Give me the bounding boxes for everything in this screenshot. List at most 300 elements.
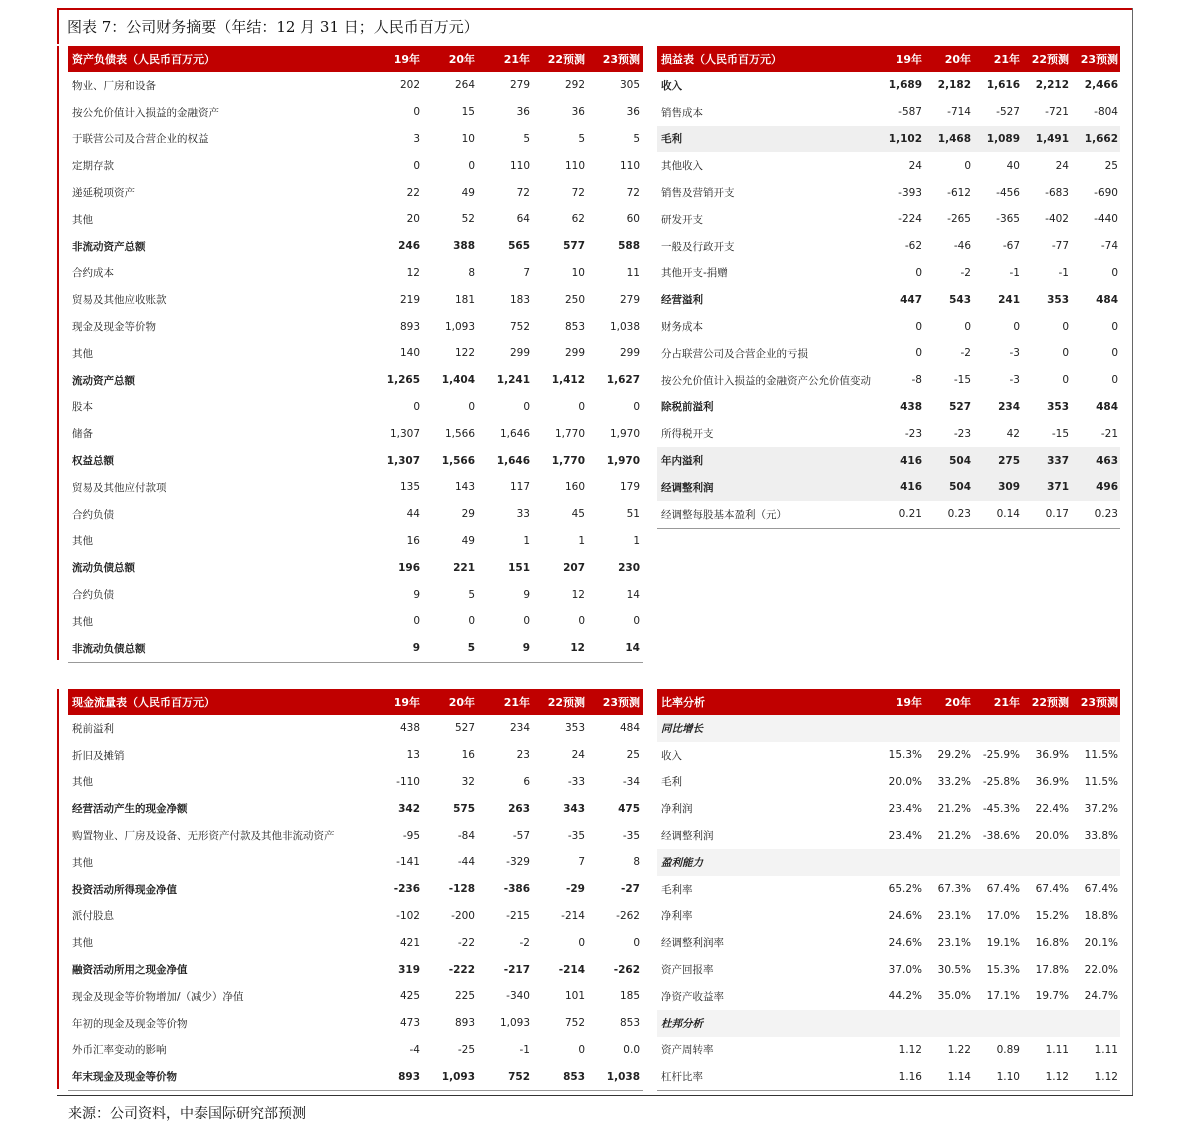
value-cell: -35 <box>567 829 585 842</box>
row-label: 非流动资产总额 <box>72 240 146 253</box>
value-cell: 527 <box>454 722 475 735</box>
value-cell: 1,404 <box>441 374 475 387</box>
value-cell: 527 <box>949 400 971 413</box>
row-label: 按公允价值计入损益的金融资产公允价值变动 <box>661 374 871 387</box>
year-header-4: 23预测 <box>1080 696 1118 709</box>
value-cell: 25 <box>1104 159 1118 172</box>
value-cell: 17.8% <box>1035 963 1069 976</box>
value-cell: -45.3% <box>982 802 1020 815</box>
year-header-3: 22预测 <box>547 53 585 66</box>
value-cell: 353 <box>1047 293 1069 306</box>
table-header-title: 损益表（人民币百万元） <box>661 53 782 66</box>
value-cell: 5 <box>467 642 475 655</box>
value-cell: 67.4% <box>986 883 1020 896</box>
value-cell: 110 <box>564 159 585 172</box>
row-label: 其他 <box>72 615 93 628</box>
table-row <box>657 742 1120 769</box>
table-row <box>657 876 1120 903</box>
value-cell: -25.9% <box>982 749 1020 762</box>
value-cell: 0.17 <box>1045 508 1069 521</box>
value-cell: -1 <box>1009 266 1020 279</box>
year-header-4: 23预测 <box>602 696 640 709</box>
value-cell: 20.0% <box>1035 829 1069 842</box>
year-header-3: 22预测 <box>1031 696 1069 709</box>
value-cell: 15.2% <box>1035 909 1069 922</box>
value-cell: 543 <box>949 293 971 306</box>
row-label: 其他 <box>72 213 93 226</box>
row-label: 流动负债总额 <box>72 562 135 575</box>
row-label: 外币汇率变动的影响 <box>72 1044 167 1057</box>
value-cell: 64 <box>516 213 530 226</box>
value-cell: 1,038 <box>606 1070 640 1083</box>
value-cell: 23 <box>516 749 530 762</box>
value-cell: 893 <box>398 1070 420 1083</box>
value-cell: 275 <box>998 454 1020 467</box>
row-label: 非流动负债总额 <box>72 642 146 655</box>
value-cell: -393 <box>898 186 922 199</box>
value-cell: 1,970 <box>609 427 640 440</box>
row-label: 其他 <box>72 937 93 950</box>
year-header-4: 23预测 <box>602 53 640 66</box>
value-cell: 49 <box>461 534 475 547</box>
value-cell: -44 <box>457 856 475 869</box>
value-cell: 1,646 <box>496 454 530 467</box>
value-cell: -265 <box>947 213 971 226</box>
table-row <box>657 179 1120 206</box>
table-header-row <box>68 689 643 715</box>
value-cell: 25 <box>626 749 640 762</box>
value-cell: 15.3% <box>986 963 1020 976</box>
left-accent-bar-top <box>57 46 59 660</box>
row-label: 合约负债 <box>72 508 114 521</box>
value-cell: 42 <box>1006 427 1020 440</box>
value-cell: 1,627 <box>606 374 640 387</box>
value-cell: 36.9% <box>1035 775 1069 788</box>
value-cell: 33.8% <box>1084 829 1118 842</box>
left-accent-bar-bottom <box>57 689 59 1089</box>
value-cell: 1,770 <box>551 454 585 467</box>
table-row <box>657 822 1120 849</box>
row-label: 净资产收益率 <box>661 990 724 1003</box>
row-label: 购置物业、厂房及设备、无形资产付款及其他非流动资产 <box>72 830 335 843</box>
value-cell: 0 <box>1111 347 1118 360</box>
value-cell: -200 <box>451 909 475 922</box>
row-label: 现金及现金等价物 <box>72 321 156 334</box>
value-cell: -2 <box>960 347 971 360</box>
value-cell: 279 <box>509 79 530 92</box>
value-cell: 577 <box>563 240 585 253</box>
value-cell: 1,038 <box>609 320 640 333</box>
value-cell: 319 <box>398 963 420 976</box>
table-row <box>657 394 1120 421</box>
value-cell: -440 <box>1094 213 1118 226</box>
value-cell: 853 <box>564 320 585 333</box>
value-cell: 10 <box>461 132 475 145</box>
value-cell: 1.22 <box>947 1043 971 1056</box>
year-header-1: 20年 <box>944 696 971 709</box>
value-cell: 241 <box>998 293 1020 306</box>
value-cell: -110 <box>396 775 420 788</box>
value-cell: -27 <box>621 883 640 896</box>
value-cell: 425 <box>399 990 420 1003</box>
value-cell: 0.14 <box>996 508 1020 521</box>
value-cell: 264 <box>454 79 475 92</box>
table-row <box>68 769 643 796</box>
value-cell: 36 <box>626 106 640 119</box>
value-cell: 219 <box>399 293 420 306</box>
value-cell: 1,089 <box>986 132 1020 145</box>
row-label: 其他开支-捐赠 <box>661 267 728 280</box>
table-row <box>68 554 643 581</box>
value-cell: -23 <box>953 427 971 440</box>
value-cell: 565 <box>508 240 530 253</box>
value-cell: 24.7% <box>1084 990 1118 1003</box>
value-cell: 35.0% <box>937 990 971 1003</box>
row-label: 研发开支 <box>661 213 703 226</box>
table-row <box>657 769 1120 796</box>
value-cell: 11 <box>626 266 640 279</box>
row-label: 资产周转率 <box>661 1044 714 1057</box>
value-cell: 1,566 <box>441 454 475 467</box>
value-cell: 45 <box>571 508 585 521</box>
value-cell: 33.2% <box>937 775 971 788</box>
value-cell: 438 <box>399 722 420 735</box>
value-cell: 463 <box>1096 454 1118 467</box>
value-cell: 5 <box>633 132 640 145</box>
value-cell: 101 <box>564 990 585 1003</box>
value-cell: 65.2% <box>888 883 922 896</box>
year-header-4: 23预测 <box>1080 53 1118 66</box>
right-border <box>1132 8 1133 1095</box>
value-cell: 52 <box>461 213 475 226</box>
value-cell: -23 <box>904 427 922 440</box>
value-cell: 496 <box>1096 481 1118 494</box>
value-cell: 504 <box>949 454 971 467</box>
value-cell: 1.10 <box>996 1070 1020 1083</box>
value-cell: -57 <box>512 829 530 842</box>
value-cell: 9 <box>523 588 530 601</box>
year-header-2: 21年 <box>993 696 1020 709</box>
value-cell: 160 <box>564 481 585 494</box>
value-cell: 299 <box>619 347 640 360</box>
table-row <box>68 286 643 313</box>
table-row <box>68 715 643 742</box>
row-label: 贸易及其他应收账款 <box>72 294 167 307</box>
row-label: 合约成本 <box>72 267 114 280</box>
value-cell: 1.12 <box>898 1043 922 1056</box>
value-cell: 1.11 <box>1045 1043 1069 1056</box>
value-cell: -402 <box>1045 213 1069 226</box>
value-cell: 23.4% <box>888 802 922 815</box>
value-cell: 575 <box>453 802 475 815</box>
value-cell: 9 <box>412 642 420 655</box>
row-label: 派付股息 <box>72 910 114 923</box>
value-cell: 0 <box>1062 347 1069 360</box>
value-cell: -2 <box>519 936 530 949</box>
table-row <box>68 1010 643 1037</box>
value-cell: 353 <box>564 722 585 735</box>
table-row <box>68 99 643 126</box>
value-cell: -3 <box>1009 374 1020 387</box>
row-label: 毛利率 <box>661 883 693 896</box>
table-row <box>68 581 643 608</box>
value-cell: 0 <box>1062 320 1069 333</box>
value-cell: 1,491 <box>1035 132 1069 145</box>
year-header-2: 21年 <box>993 53 1020 66</box>
source-note: 来源：公司资料，中泰国际研究部预测 <box>68 1106 306 1122</box>
value-cell: 18.8% <box>1084 909 1118 922</box>
table-row <box>68 394 643 421</box>
value-cell: 371 <box>1047 481 1069 494</box>
value-cell: 0 <box>964 159 971 172</box>
value-cell: 1.16 <box>898 1070 922 1083</box>
value-cell: -29 <box>566 883 585 896</box>
value-cell: 15.3% <box>888 749 922 762</box>
value-cell: 20 <box>406 213 420 226</box>
value-cell: -1 <box>1058 266 1069 279</box>
value-cell: -804 <box>1094 106 1118 119</box>
value-cell: 23.1% <box>937 909 971 922</box>
section-row <box>657 849 1120 876</box>
value-cell: 484 <box>619 722 640 735</box>
value-cell: 20.1% <box>1084 936 1118 949</box>
year-header-1: 20年 <box>448 53 475 66</box>
value-cell: 16 <box>406 534 420 547</box>
value-cell: 0 <box>1111 320 1118 333</box>
value-cell: 1,770 <box>554 427 585 440</box>
row-label: 投资活动所得现金净值 <box>72 883 177 896</box>
row-label: 一般及行政开支 <box>661 240 735 253</box>
table-row <box>68 206 643 233</box>
section-row <box>657 715 1120 742</box>
value-cell: 22.4% <box>1035 802 1069 815</box>
value-cell: 72 <box>626 186 640 199</box>
row-label: 物业、厂房和设备 <box>72 79 156 92</box>
table-row <box>657 126 1120 153</box>
value-cell: 1,241 <box>496 374 530 387</box>
value-cell: -217 <box>503 963 530 976</box>
value-cell: 475 <box>618 802 640 815</box>
row-label: 经营溢利 <box>661 294 703 307</box>
table-row <box>657 99 1120 126</box>
table-row <box>68 340 643 367</box>
value-cell: -25.8% <box>982 775 1020 788</box>
table-row <box>68 1037 643 1064</box>
table-row <box>657 983 1120 1010</box>
value-cell: 17.1% <box>986 990 1020 1003</box>
table-row <box>68 233 643 260</box>
row-label: 经调整利润 <box>661 481 714 494</box>
value-cell: 1,093 <box>441 1070 475 1083</box>
value-cell: 40 <box>1006 159 1020 172</box>
value-cell: 0 <box>468 159 475 172</box>
value-cell: 230 <box>618 561 640 574</box>
value-cell: 22 <box>406 186 420 199</box>
value-cell: 292 <box>564 79 585 92</box>
row-label: 递延税项资产 <box>72 187 135 200</box>
value-cell: 151 <box>508 561 530 574</box>
year-header-3: 22预测 <box>1031 53 1069 66</box>
value-cell: 0 <box>578 1043 585 1056</box>
table-row <box>68 608 643 635</box>
table-row <box>657 72 1120 99</box>
ratio-analysis-table <box>657 689 1120 1091</box>
value-cell: 0.0 <box>623 1043 640 1056</box>
table-row <box>68 126 643 153</box>
value-cell: 24 <box>908 159 922 172</box>
value-cell: 44.2% <box>888 990 922 1003</box>
value-cell: 143 <box>454 481 475 494</box>
row-label: 权益总额 <box>72 455 114 468</box>
value-cell: 1.14 <box>947 1070 971 1083</box>
value-cell: 8 <box>468 266 475 279</box>
table-row <box>68 447 643 474</box>
value-cell: 0 <box>578 400 585 413</box>
value-cell: 9 <box>522 642 530 655</box>
row-label: 经调整利润 <box>661 830 714 843</box>
value-cell: 0 <box>578 936 585 949</box>
value-cell: 37.2% <box>1084 802 1118 815</box>
value-cell: 0 <box>413 106 420 119</box>
row-label: 税前溢利 <box>72 722 114 735</box>
value-cell: 299 <box>564 347 585 360</box>
table-row <box>657 286 1120 313</box>
table-row <box>657 474 1120 501</box>
table-row <box>68 179 643 206</box>
value-cell: -714 <box>947 106 971 119</box>
row-label: 杠杆比率 <box>661 1071 703 1084</box>
value-cell: 752 <box>509 320 530 333</box>
value-cell: 0 <box>468 615 475 628</box>
value-cell: 7 <box>578 856 585 869</box>
value-cell: -102 <box>396 909 420 922</box>
value-cell: 0.89 <box>996 1043 1020 1056</box>
table-row <box>68 367 643 394</box>
value-cell: -46 <box>953 240 971 253</box>
value-cell: -587 <box>898 106 922 119</box>
table-row <box>657 340 1120 367</box>
value-cell: 1,970 <box>606 454 640 467</box>
table-header-title: 现金流量表（人民币百万元） <box>72 696 215 709</box>
value-cell: 14 <box>626 588 640 601</box>
row-label: 收入 <box>661 749 682 762</box>
table-row <box>68 876 643 903</box>
value-cell: -224 <box>898 213 922 226</box>
value-cell: 12 <box>570 642 585 655</box>
value-cell: 1,616 <box>986 79 1020 92</box>
value-cell: 234 <box>509 722 530 735</box>
value-cell: 67.4% <box>1084 883 1118 896</box>
row-label: 盈利能力 <box>661 856 703 869</box>
table-row <box>68 313 643 340</box>
value-cell: 29.2% <box>937 749 971 762</box>
value-cell: 1,093 <box>499 1017 530 1030</box>
value-cell: 67.3% <box>937 883 971 896</box>
value-cell: 7 <box>523 266 530 279</box>
value-cell: 0 <box>1111 266 1118 279</box>
row-label: 净利率 <box>661 910 693 923</box>
table-row <box>657 152 1120 179</box>
value-cell: 11.5% <box>1084 775 1118 788</box>
year-header-2: 21年 <box>503 53 530 66</box>
row-label: 销售及营销开支 <box>661 187 735 200</box>
value-cell: 6 <box>523 775 530 788</box>
table-row <box>657 501 1120 529</box>
value-cell: 117 <box>509 481 530 494</box>
footer-divider <box>57 1095 1133 1096</box>
row-label: 其他收入 <box>661 160 703 173</box>
value-cell: 0 <box>1062 374 1069 387</box>
value-cell: 24.6% <box>888 909 922 922</box>
table-row <box>657 956 1120 983</box>
value-cell: 110 <box>619 159 640 172</box>
table-row <box>657 447 1120 474</box>
value-cell: 2,212 <box>1035 79 1069 92</box>
value-cell: 305 <box>619 79 640 92</box>
row-label: 分占联营公司及合营企业的亏损 <box>661 347 808 360</box>
row-label: 股本 <box>72 401 93 414</box>
table-row <box>68 795 643 822</box>
value-cell: 51 <box>626 508 640 521</box>
table-header-row <box>657 689 1120 715</box>
value-cell: 1,093 <box>444 320 475 333</box>
section-row <box>657 1010 1120 1037</box>
value-cell: 24.6% <box>888 936 922 949</box>
value-cell: 20.0% <box>888 775 922 788</box>
value-cell: -329 <box>506 856 530 869</box>
value-cell: -340 <box>506 990 530 1003</box>
value-cell: -527 <box>996 106 1020 119</box>
row-label: 经调整每股基本盈利（元） <box>661 508 787 521</box>
value-cell: 207 <box>563 561 585 574</box>
row-label: 其他 <box>72 776 93 789</box>
value-cell: -4 <box>409 1043 420 1056</box>
value-cell: 1,468 <box>937 132 971 145</box>
row-label: 按公允价值计入损益的金融资产 <box>72 106 219 119</box>
value-cell: 1,265 <box>386 374 420 387</box>
table-row <box>68 72 643 99</box>
value-cell: 0 <box>1013 320 1020 333</box>
value-cell: 893 <box>454 1017 475 1030</box>
table-row <box>657 233 1120 260</box>
value-cell: -386 <box>503 883 530 896</box>
value-cell: 337 <box>1047 454 1069 467</box>
value-cell: 29 <box>461 508 475 521</box>
year-header-0: 19年 <box>393 696 420 709</box>
value-cell: 10 <box>571 266 585 279</box>
table-row <box>68 474 643 501</box>
value-cell: 0 <box>915 320 922 333</box>
value-cell: 484 <box>1096 400 1118 413</box>
table-row <box>68 420 643 447</box>
value-cell: 49 <box>461 186 475 199</box>
value-cell: -1 <box>519 1043 530 1056</box>
table-row <box>657 313 1120 340</box>
table-row <box>657 795 1120 822</box>
value-cell: 36.9% <box>1035 749 1069 762</box>
row-label: 资产回报率 <box>661 964 714 977</box>
value-cell: 0 <box>523 615 530 628</box>
row-label: 经调整利润率 <box>661 937 724 950</box>
row-label: 收入 <box>661 79 682 92</box>
value-cell: 12 <box>406 266 420 279</box>
value-cell: 416 <box>900 481 922 494</box>
value-cell: 13 <box>406 749 420 762</box>
value-cell: 263 <box>508 802 530 815</box>
value-cell: 14 <box>625 642 640 655</box>
value-cell: 1,689 <box>888 79 922 92</box>
value-cell: 1 <box>578 534 585 547</box>
